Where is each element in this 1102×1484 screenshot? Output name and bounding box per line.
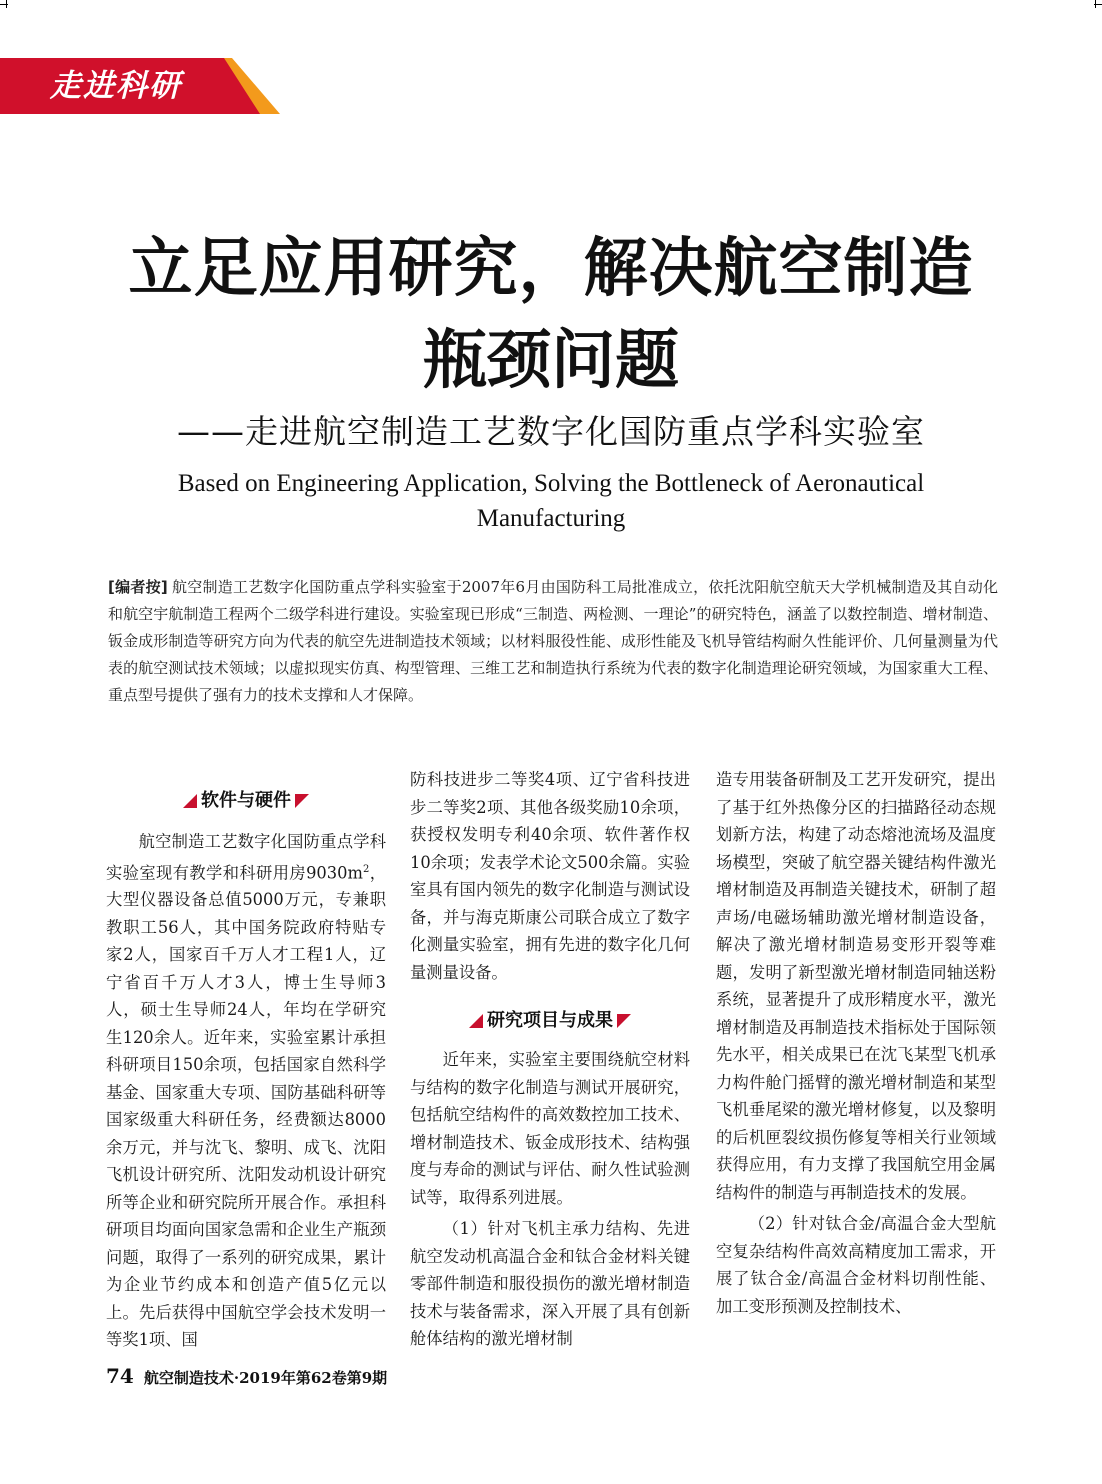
section-heading-text: 软件与硬件 xyxy=(201,790,291,811)
article-title-line1: 立足应用研究，解决航空制造 xyxy=(128,231,974,306)
section-heading-research-projects xyxy=(410,1006,690,1036)
superscript-two: 2 xyxy=(362,863,370,875)
section-heading-text: 研究项目与成果 xyxy=(487,1010,613,1031)
english-title-line2: Manufacturing xyxy=(476,505,626,532)
body-column-2 xyxy=(410,766,690,1353)
crop-mark xyxy=(1094,4,1102,5)
section-tag-text: 走进科研 xyxy=(50,68,182,104)
page-footer xyxy=(106,1362,387,1390)
body-column-3 xyxy=(716,766,996,1320)
body-paragraph: （2）针对钛合金/高温合金大型航空复杂结构件高效高精度加工需求，开展了钛合金/高温合金材料切削性能、加工变形预测及控制技术、 xyxy=(716,1214,996,1316)
section-heading-software-hardware xyxy=(106,786,386,816)
body-paragraph: 造专用装备研制及工艺开发研究，提出了基于红外热像分区的扫描路径动态规划新方法，构建了动态熔池流场及温度场模型，突破了航空器关键结构件激光增材制造及再制造关键技术，研制了超声场/电磁场辅助激光增材制造设备，解决了激光增材制造易变形开裂等难题，发明了新型激光增材制造同轴送粉系统，显著提升了成形精度水平，激光增材制造及再制造技术指标处于国际领先水平，相关成果已在沈飞某型飞机承力构件舱门摇臂的激光增材制造和某型飞机垂尾梁的激光增材修复，以及黎明的后机匣裂纹损伤修复等相关行业领域获得应用，有力支撑了我国航空用金属结构件的制造与再制造技术的发展。 xyxy=(716,770,996,1202)
editor-note xyxy=(108,574,998,709)
body-text: 航空制造工艺数字化国防重点学科实验室现有教学和科研用房9030m xyxy=(106,832,386,882)
page-number: 74 xyxy=(106,1364,134,1388)
heading-triangle-left-icon xyxy=(469,1014,483,1028)
journal-name: 航空制造技术·2019年第62卷第9期 xyxy=(143,1369,388,1387)
body-paragraph: （1）针对飞机主承力结构、先进航空发动机高温合金和钛合金材料关键零部件制造和服役损伤的激光增材制造技术与装备需求，深入开展了具有创新舱体结构的激光增材制 xyxy=(410,1219,690,1348)
heading-triangle-right-icon xyxy=(617,1014,631,1028)
editor-note-text: 航空制造工艺数字化国防重点学科实验室于2007年6月由国防科工局批准成立，依托沈阳航空航天大学机械制造及其自动化和航空宇航制造工程两个二级学科进行建设。实验室现已形成“三制造、两检测、一理论”的研究特色，涵盖了以数控制造、增材制造、钣金成形制造等研究方向为代表的航空先进制造技术领域；以材料服役性能、成形性能及飞机导管结构耐久性能评价、几何量测量为代表的航空测试技术领域；以虚拟现实仿真、构型管理、三维工艺和制造执行系统为代表的数字化制造理论研究领域，为国家重大工程、重点型号提供了强有力的技术支撑和人才保障。 xyxy=(108,578,998,704)
body-text: ，大型仪器设备总值5000万元，专兼职教职工56人，其中国务院政府特贴专家2人，国家百千万人才工程1人，辽宁省百千万人才3人，博士生导师3人，硕士生导师24人，年均在学研究生120余人。近年来，实验室累计承担科研项目150余项，包括国家自然科学基金、国家重大专项、国防基础科研等国家级重大科研任务，经费额达8000余万元，并与沈飞、黎明、成飞、沈阳飞机设计研究所、沈阳发动机设计研究所等企业和研究院所开展合作。承担科研项目均面向国家急需和企业生产瓶颈问题，取得了一系列的研究成果，累计为企业节约成本和创造产值5亿元以上。先后获得中国航空学会技术发明一等奖1项、国 xyxy=(106,862,386,1350)
english-title-line1: Based on Engineering Application, Solving the Bottleneck of Aeronautical xyxy=(177,470,925,497)
body-paragraph: 防科技进步二等奖4项、辽宁省科技进步二等奖2项、其他各级奖励10余项，获授权发明专利40余项、软件著作权10余项；发表学术论文500余篇。实验室具有国内领先的数字化制造与测试设备，并与海克斯康公司联合成立了数字化测量实验室，拥有先进的数字化几何量测量设备。 xyxy=(410,770,690,982)
heading-triangle-left-icon xyxy=(183,794,197,808)
heading-triangle-right-icon xyxy=(295,794,309,808)
editor-note-label: [编者按] xyxy=(108,578,168,596)
section-tag-banner xyxy=(0,58,280,114)
crop-mark xyxy=(0,4,8,5)
body-paragraph: 近年来，实验室主要围绕航空材料与结构的数字化制造与测试开展研究，包括航空结构件的高效数控加工技术、增材制造技术、钣金成形技术、结构强度与寿命的测试与评估、耐久性试验测试等，取得系列进展。 xyxy=(410,1050,690,1207)
body-column-1 xyxy=(106,766,386,1354)
article-subtitle: ——走进航空制造工艺数字化国防重点学科实验室 xyxy=(177,412,925,451)
english-title xyxy=(120,466,982,536)
body-paragraph xyxy=(106,828,386,1354)
article-title-line2: 瓶颈问题 xyxy=(423,323,679,398)
